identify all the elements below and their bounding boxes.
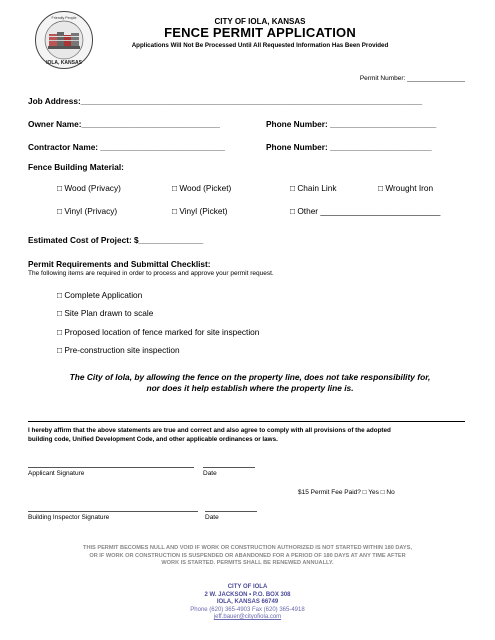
vinyl-privacy-checkbox[interactable]: □ Vinyl (Privacy)	[57, 206, 118, 216]
permit-number-field[interactable]: Permit Number: ________________	[359, 75, 465, 82]
inspector-signature-label: Building Inspector Signature	[28, 514, 110, 521]
material-heading: Fence Building Material:	[28, 162, 124, 172]
address-city: IOLA, KANSAS 66749	[216, 599, 279, 606]
applicant-signature-label: Applicant Signature	[28, 470, 85, 477]
checklist-item[interactable]: □ Proposed location of fence marked for site inspection	[57, 327, 260, 337]
section-divider	[28, 421, 465, 422]
notice-line: THIS PERMIT BECOMES NULL AND VOID IF WORK OR CONSTRUCTION AUTHORIZED IS NOT STARTED WITHIN 180 DAYS,	[83, 545, 412, 551]
city-address-block	[150, 584, 345, 622]
applicant-date-line[interactable]	[203, 467, 255, 468]
checklist-intro: The following items are required in order to process and approve your permit request.	[28, 270, 274, 277]
contractor-name-field[interactable]: Contractor Name: ___________________________	[28, 142, 225, 152]
form-title: FENCE PERMIT APPLICATION	[164, 25, 356, 40]
property-line-disclaimer	[35, 372, 465, 394]
checklist-item[interactable]: □ Pre-construction site inspection	[57, 345, 180, 355]
address-name: CITY OF IOLA	[227, 584, 268, 590]
permit-expiration-notice	[50, 545, 445, 568]
disclaimer-line: The City of Iola, by allowing the fence on the property line, does not take responsibility for,	[69, 372, 431, 382]
checklist-heading: Permit Requirements and Submittal Checklist:	[28, 259, 211, 269]
city-name: CITY OF IOLA, KANSAS	[214, 17, 306, 26]
notice-line: WORK IS STARTED. PERMITS SHALL BE RENEWED ANNUALLY.	[161, 560, 334, 566]
applicant-signature-line[interactable]	[28, 467, 194, 468]
inspector-signature-line[interactable]	[28, 511, 198, 512]
owner-name-field[interactable]: Owner Name:______________________________	[28, 119, 220, 129]
svg-text:Friendly People: Friendly People	[51, 16, 77, 20]
inspector-date-line[interactable]	[205, 511, 257, 512]
affirmation-line: building code, Unified Development Code, and other applicable ordinances or laws.	[28, 435, 278, 443]
vinyl-picket-checkbox[interactable]: □ Vinyl (Picket)	[172, 206, 228, 216]
affirmation-line: I hereby affirm that the above statements are true and correct and also agree to comply with all provisions of the adopted	[28, 427, 391, 434]
disclaimer-line: nor does it help establish where the property line is.	[146, 383, 354, 393]
checklist-item[interactable]: □ Site Plan drawn to scale	[57, 308, 154, 318]
wood-picket-checkbox[interactable]: □ Wood (Picket)	[172, 183, 232, 193]
applicant-date-label: Date	[203, 470, 217, 477]
inspector-date-label: Date	[205, 514, 219, 521]
address-street: 2 W. JACKSON • P.O. BOX 308	[204, 591, 291, 598]
affirmation-statement	[28, 427, 465, 444]
city-seal-logo	[34, 10, 94, 70]
contact-email-link[interactable]: jeff.bauer@cityofiola.com	[213, 614, 282, 621]
form-subtitle: Applications Will Not Be Processed Until All Requested Information Has Been Provided	[131, 42, 389, 49]
wood-privacy-checkbox[interactable]: □ Wood (Privacy)	[57, 183, 121, 193]
estimated-cost-field[interactable]: Estimated Cost of Project: $______________	[28, 235, 204, 245]
permit-fee-paid[interactable]: $15 Permit Fee Paid? □ Yes □ No	[298, 489, 395, 496]
other-material-checkbox[interactable]: □ Other __________________________	[290, 206, 441, 216]
contractor-phone-field[interactable]: Phone Number: ______________________	[266, 142, 432, 152]
owner-phone-field[interactable]: Phone Number: _______________________	[266, 119, 437, 129]
notice-line: OR IF WORK OR CONSTRUCTION IS SUSPENDED OR ABANDONED FOR A PERIOD OF 180 DAYS AT ANY TIME AFTER	[89, 552, 406, 559]
checklist-item[interactable]: □ Complete Application	[57, 290, 143, 300]
job-address-field[interactable]: Job Address:__________________________________________________________________________	[28, 96, 423, 106]
chain-link-checkbox[interactable]: □ Chain Link	[290, 183, 337, 193]
address-phone: Phone (620) 365-4903 Fax (620) 365-4918	[190, 606, 305, 613]
wrought-iron-checkbox[interactable]: □ Wrought Iron	[378, 183, 434, 193]
svg-text:IOLA, KANSAS: IOLA, KANSAS	[46, 60, 82, 66]
